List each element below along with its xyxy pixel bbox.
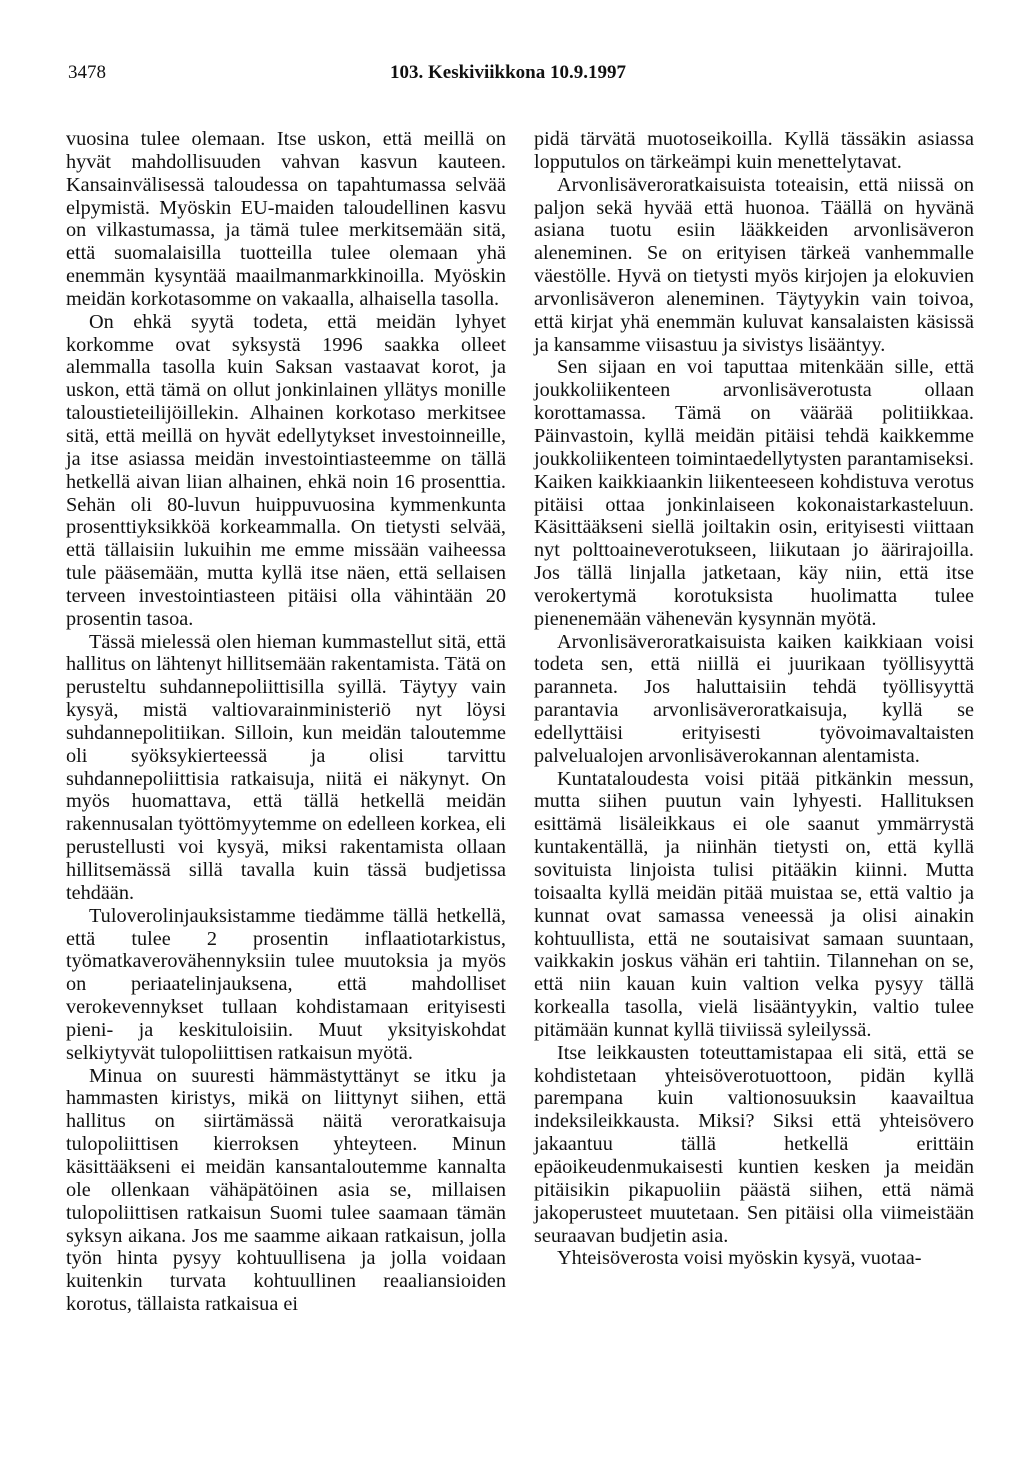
paragraph: Kuntataloudesta voisi pitää pitkänkin messun, mutta siihen puutun vain lyhyesti. Hallituksen esittämä lisäleikkaus ei ole saanut ymmärrystä kuntakentällä, ja niinhän tietysti on, että kyllä sovituista linjoista tulisi pitääkin kiinni. Mutta toisaalta kyllä meidän pitää muistaa se, että valtio ja kunnat ovat samassa veneessä ja olisi ainakin kohtuullista, että ne soutaisivat samaan suuntaan, vaikkakin joskus vähän eri tahtiin. Tilannehan on se, että niin kauan kuin valtion velka pysyy tällä korkealla tasolla, vielä lisääntyykin, valtio tulee pitämään kunnat kyllä tiiviissä syleilyssä. — [534, 767, 974, 1041]
paragraph: Itse leikkausten toteuttamistapaa eli sitä, että se kohdistetaan yhteisöverotuottoon, pidän kyllä parempana kuin valtionosuuksin kaavailtua indeksileikkausta. Miksi? Siksi että yhteisövero jakaantuu tällä hetkellä erittäin epäoikeudenmukaisesti kuntien kesken ja meidän pitäisikin pikapuoliin päästä siihen, että nämä jakoperusteet muutetaan. Sen pitäisi olla viimeistään seuraavan budjetin asia. — [534, 1041, 974, 1247]
paragraph: Minua on suuresti hämmästyttänyt se itku ja hammasten kiristys, mikä on liittynyt siihen, että hallitus on siirtämässä näitä veroratkaisuja tulopoliittisen kierroksen yhteyteen. Minun käsittääkseni ei meidän kansantaloutemme kannalta ole ollenkaan vähäpätöinen asia se, millaisen tulopoliittisen ratkaisun Suomi tulee saamaan tämän syksyn aikana. Jos me saamme aikaan ratkaisun, jolla työn hinta pysyy kohtuullisena ja jolla voidaan kuitenkin turvata kohtuullinen reaaliansioiden korotus, tällaista ratkaisua ei — [66, 1064, 506, 1316]
paragraph: Arvonlisäveroratkaisuista kaiken kaikkiaan voisi todeta sen, että niillä ei juurikaan työllisyyttä paranneta. Jos haluttaisiin tehdä työllisyyttä parantavia arvonlisäveroratkaisuja, kyllä se edellyttäisi erityisesti työvoimavaltaisten palvelualojen arvonlisäverokannan alentamista. — [534, 630, 974, 767]
paragraph: Arvonlisäveroratkaisuista toteaisin, että niissä on paljon sekä hyvää että huonoa. Täällä on hyvänä asiana tuotu esiin lääkkeiden arvonlisäveron aleneminen. Se on erityisen tärkeä vanhemmalle väestölle. Hyvä on tietysti myös kirjojen ja elokuvien arvonlisäveron aleneminen. Täytyykin vain toivoa, että kirjat yhä enemmän kuluvat kansalaisten käsissä ja kansamme viisastuu ja sivistys lisääntyy. — [534, 173, 974, 356]
paragraph: vuosina tulee olemaan. Itse uskon, että meillä on hyvät mahdollisuuden vahvan kasvun kauteen. Kansainvälisessä taloudessa on tapahtumassa selvää elpymistä. Myöskin EU-maiden taloudellinen kasvu on vilkastumassa, ja tämä tulee merkitsemään sitä, että suomalaisilla tuotteilla tulee olemaan yhä enemmän kysyntää maailmanmarkkinoilla. Myöskin meidän korkotasomme on vakaalla, alhaisella tasolla. — [66, 128, 506, 310]
paragraph: On ehkä syytä todeta, että meidän lyhyet korkomme ovat syksystä 1996 saakka olleet alemmalla tasolla kuin Saksan vastaavat korot, ja uskon, että tämä on ollut jonkinlainen yllätys monille taloustieteilijöillekin. Alhainen korkotaso merkitsee sitä, että meillä on hyvät edellytykset investoinneille, ja itse asiassa meidän investointiasteemme on tällä hetkellä aivan liian alhainen, ehkä noin 16 prosenttia. Sehän oli 80-luvun huippuvuosina kymmenkunta prosenttiyksikköä korkeammalla. On tietysti selvää, että tällaisiin lukuihin me emme missään vaiheessa tule pääsemään, mutta kyllä itse näen, että sellaisen terveen investointiasteen pitäisi olla vähintään 20 prosentin tasoa. — [66, 310, 506, 630]
paragraph: pidä tärvätä muotoseikoilla. Kyllä tässäkin asiassa lopputulos on tärkeämpi kuin menettelytavat. — [534, 128, 974, 173]
left-column — [66, 128, 506, 1316]
issue-date: 103. Keskiviikkona 10.9.1997 — [390, 62, 626, 83]
right-column — [534, 128, 974, 1270]
paragraph: Tuloverolinjauksistamme tiedämme tällä hetkellä, että tulee 2 prosentin inflaatiotarkistus, työmatkaverovähennyksiin tulee muutoksia ja myös on periaatelinjauksena, että mahdolliset verokevennykset tullaan kohdistamaan erityisesti pieni- ja keskituloisiin. Muut yksityiskohdat selkiytyvät tulopoliittisen ratkaisun myötä. — [66, 904, 506, 1064]
page-number: 3478 — [68, 62, 106, 83]
page-header — [68, 62, 973, 86]
paragraph: Tässä mielessä olen hieman kummastellut sitä, että hallitus on lähtenyt hillitsemään rakentamista. Tätä on perusteltu suhdannepoliittisilla syillä. Täytyy vain kysyä, mistä valtiovarainministeriö nyt löysi suhdannepolitiikan. Silloin, kun meidän taloutemme oli syöksykierteessä ja olisi tarvittu suhdannepoliittisia ratkaisuja, niitä ei näkynyt. On myös huomattava, että tällä hetkellä meidän rakennusalan työttömyytemme on edelleen korkea, eli perustellusti voi kysyä, miksi rakentamista ollaan hillitsemässä sillä tavalla kuin tässä budjetissa tehdään. — [66, 630, 506, 904]
paragraph: Yhteisöverosta voisi myöskin kysyä, vuotaa- — [557, 1247, 922, 1270]
paragraph: Sen sijaan en voi taputtaa mitenkään sille, että joukkoliikenteen arvonlisäverotusta ollaan korottamassa. Tämä on väärää politiikkaa. Päinvastoin, kyllä meidän pitäisi tehdä kaikkemme joukkoliikenteen toimintaedellytysten parantamiseksi. Kaiken kaikkiaankin liikenteeseen kohdistuva verotus pitäisi ottaa jonkinlaiseen kokonaistarkasteluun. Käsittääkseni siellä joiltakin osin, erityisesti viittaan nyt polttoaineverotukseen, liikutaan jo äärirajoilla. Jos tällä linjalla jatketaan, käy niin, että itse verokertymä korotuksista huolimatta tulee pienenemään vähenevän kysynnän myötä. — [534, 356, 974, 630]
